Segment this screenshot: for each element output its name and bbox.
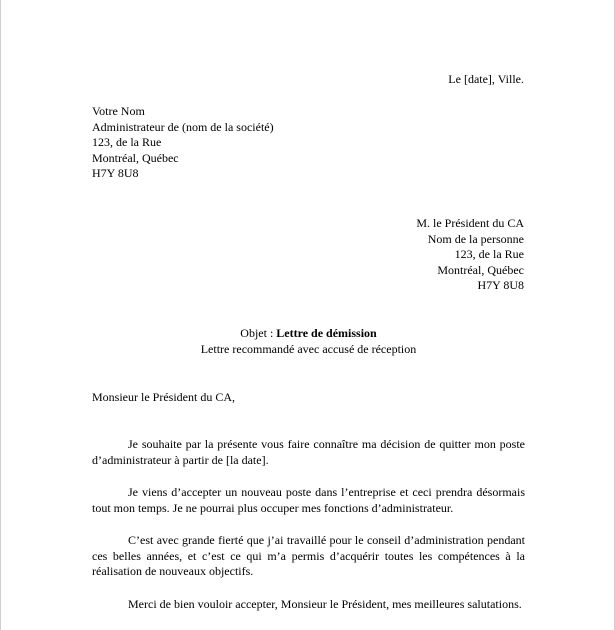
subject-title: Lettre de démission (276, 326, 377, 340)
recipient-address (416, 216, 524, 294)
recipient-title: M. le Président du CA (416, 216, 524, 230)
sender-street: 123, de la Rue (92, 135, 162, 149)
salutation: Monsieur le Président du CA, (92, 390, 235, 404)
body-paragraph: C’est avec grande fierté que j’ai travaillé pour le conseil d’administration pendant ces belles années, et c’est ce qui m’a permis d’acquérir toutes les compétences à la réalisation de nouveaux objectifs. (92, 533, 525, 578)
sender-title: Administrateur de (nom de la société) (92, 119, 274, 134)
letter-body (92, 437, 525, 629)
body-paragraph: Je viens d’accepter un nouveau poste dans l’entreprise et ceci prendra désormais tout mon temps. Je ne pourrai plus occuper mes fonctions d’administrateur. (92, 485, 525, 515)
subject-label: Objet : (240, 326, 277, 340)
body-paragraph: Je souhaite par la présente vous faire connaître ma décision de quitter mon poste d’administrateur à partir de [la date]. (92, 437, 525, 467)
delivery-method: Lettre recommandé avec accusé de réception (200, 341, 417, 356)
subject-line (1, 326, 615, 342)
body-paragraph: Merci de bien vouloir accepter, Monsieur le Président, mes meilleures salutations. (128, 596, 522, 611)
sender-postal: H7Y 8U8 (92, 166, 139, 180)
recipient-city: Montréal, Québec (437, 262, 524, 277)
subject-block (1, 326, 615, 357)
date-line: Le [date], Ville. (448, 72, 524, 86)
sender-address (92, 104, 274, 182)
recipient-name: Nom de la personne (427, 231, 524, 246)
sender-name: Votre Nom (92, 104, 145, 118)
sender-city: Montréal, Québec (92, 150, 179, 165)
recipient-postal: H7Y 8U8 (477, 278, 524, 292)
recipient-street: 123, de la Rue (454, 247, 524, 261)
